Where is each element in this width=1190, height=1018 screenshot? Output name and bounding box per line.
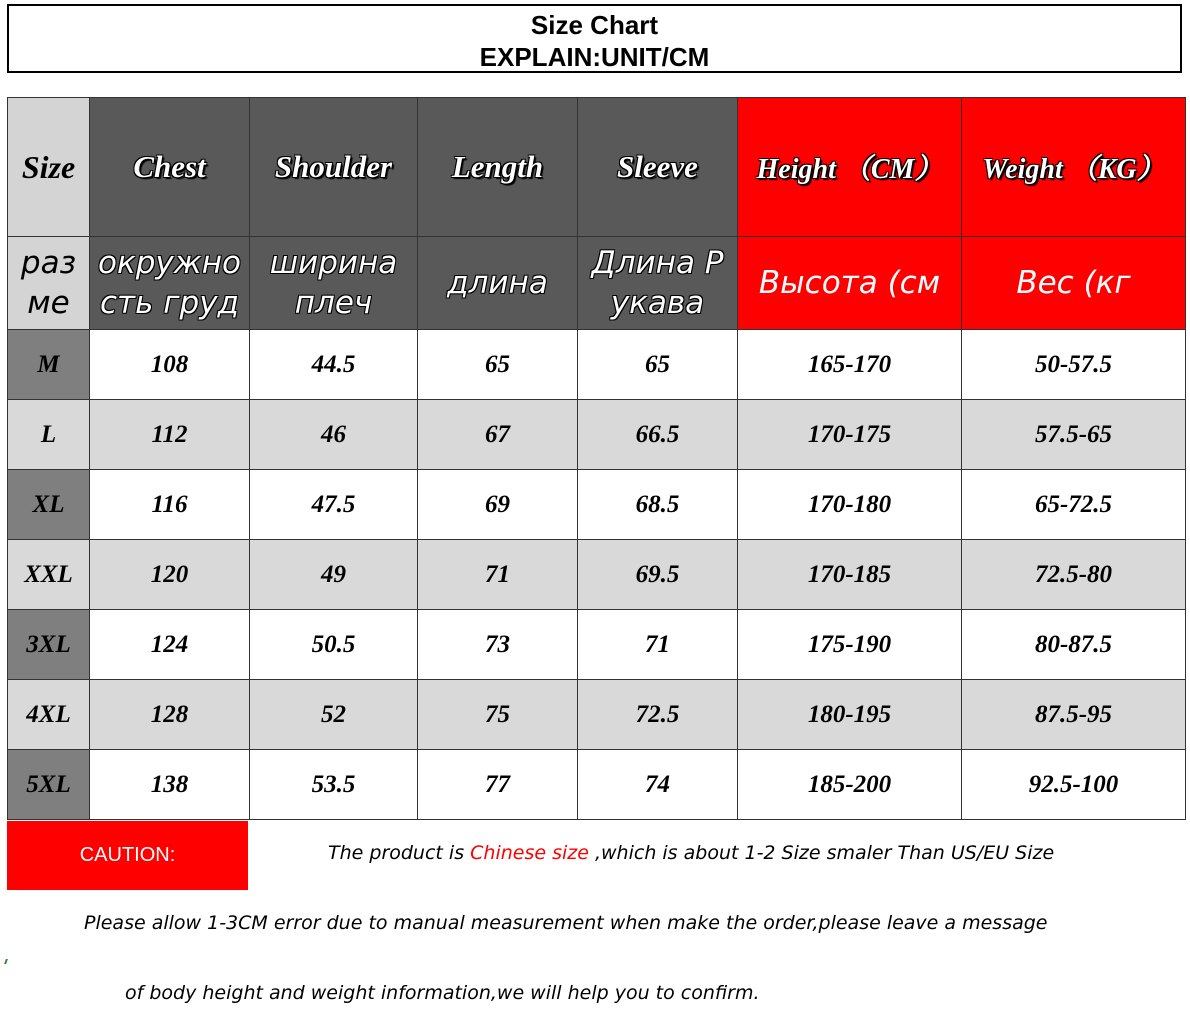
weight-cell: 65-72.5	[962, 470, 1186, 540]
length-cell: 75	[418, 680, 578, 750]
chart-subtitle: EXPLAIN:UNIT/CM	[479, 42, 710, 72]
header-length: Length	[418, 98, 578, 237]
table-row	[8, 400, 1186, 470]
height-cell: 170-175	[738, 400, 962, 470]
header-sleeve: Sleeve	[578, 98, 738, 237]
header-row-english	[8, 98, 1186, 237]
header-ru-shoulder: ширина плеч	[250, 237, 418, 330]
size-cell: XL	[8, 470, 90, 540]
chest-cell: 116	[90, 470, 250, 540]
title-box	[7, 4, 1182, 73]
header-ru-sleeve: Длина Р укава	[578, 237, 738, 330]
chest-cell: 138	[90, 750, 250, 820]
height-cell: 170-185	[738, 540, 962, 610]
note-line-1: Please allow 1-3CM error due to manual measurement when make the order,please leave a message	[84, 912, 1048, 934]
table-row	[8, 680, 1186, 750]
header-ru-size: раз ме	[8, 237, 90, 330]
header-row-russian	[8, 237, 1186, 330]
sleeve-cell: 72.5	[578, 680, 738, 750]
table-row	[8, 750, 1186, 820]
header-ru-weight: Вес (кг	[962, 237, 1186, 330]
size-cell: 3XL	[8, 610, 90, 680]
shoulder-cell: 47.5	[250, 470, 418, 540]
height-cell: 165-170	[738, 330, 962, 400]
weight-cell: 80-87.5	[962, 610, 1186, 680]
shoulder-cell: 49	[250, 540, 418, 610]
chest-cell: 120	[90, 540, 250, 610]
sleeve-cell: 66.5	[578, 400, 738, 470]
sleeve-cell: 65	[578, 330, 738, 400]
header-size: Size	[8, 98, 90, 237]
size-cell: XXL	[8, 540, 90, 610]
sleeve-cell: 68.5	[578, 470, 738, 540]
sleeve-cell: 71	[578, 610, 738, 680]
shoulder-cell: 52	[250, 680, 418, 750]
weight-cell: 92.5-100	[962, 750, 1186, 820]
chest-cell: 112	[90, 400, 250, 470]
table-row	[8, 540, 1186, 610]
chart-title: Size Chart	[530, 10, 659, 40]
caution-text-after: ,which is about 1-2 Size smaler Than US/EU Size	[588, 842, 1055, 864]
sleeve-cell: 69.5	[578, 540, 738, 610]
header-chest: Chest	[90, 98, 250, 237]
height-cell: 180-195	[738, 680, 962, 750]
weight-cell: 50-57.5	[962, 330, 1186, 400]
weight-cell: 72.5-80	[962, 540, 1186, 610]
weight-cell: 87.5-95	[962, 680, 1186, 750]
size-cell: 5XL	[8, 750, 90, 820]
note-line-2: of body height and weight information,we will help you to confirm.	[125, 982, 760, 1004]
table-row	[8, 470, 1186, 540]
header-ru-chest: окружно сть груд	[90, 237, 250, 330]
height-cell: 170-180	[738, 470, 962, 540]
length-cell: 73	[418, 610, 578, 680]
caution-text-before: The product is	[328, 842, 471, 864]
chest-cell: 128	[90, 680, 250, 750]
chest-cell: 124	[90, 610, 250, 680]
length-cell: 71	[418, 540, 578, 610]
table-row	[8, 610, 1186, 680]
header-shoulder: Shoulder	[250, 98, 418, 237]
length-cell: 69	[418, 470, 578, 540]
sleeve-cell: 74	[578, 750, 738, 820]
header-height: Height （CM）	[738, 98, 962, 237]
tick-mark	[4, 959, 13, 964]
height-cell: 185-200	[738, 750, 962, 820]
shoulder-cell: 44.5	[250, 330, 418, 400]
header-ru-length: длина	[418, 237, 578, 330]
caution-highlight: Chinese size	[470, 842, 589, 864]
length-cell: 67	[418, 400, 578, 470]
length-cell: 65	[418, 330, 578, 400]
caution-text	[328, 842, 1054, 864]
size-cell: L	[8, 400, 90, 470]
header-ru-height: Высота (см	[738, 237, 962, 330]
table-row	[8, 330, 1186, 400]
size-table	[7, 97, 1186, 820]
shoulder-cell: 46	[250, 400, 418, 470]
height-cell: 175-190	[738, 610, 962, 680]
header-weight: Weight （KG）	[962, 98, 1186, 237]
size-cell: 4XL	[8, 680, 90, 750]
weight-cell: 57.5-65	[962, 400, 1186, 470]
caution-label: CAUTION:	[7, 821, 248, 890]
length-cell: 77	[418, 750, 578, 820]
size-cell: M	[8, 330, 90, 400]
shoulder-cell: 53.5	[250, 750, 418, 820]
chest-cell: 108	[90, 330, 250, 400]
shoulder-cell: 50.5	[250, 610, 418, 680]
